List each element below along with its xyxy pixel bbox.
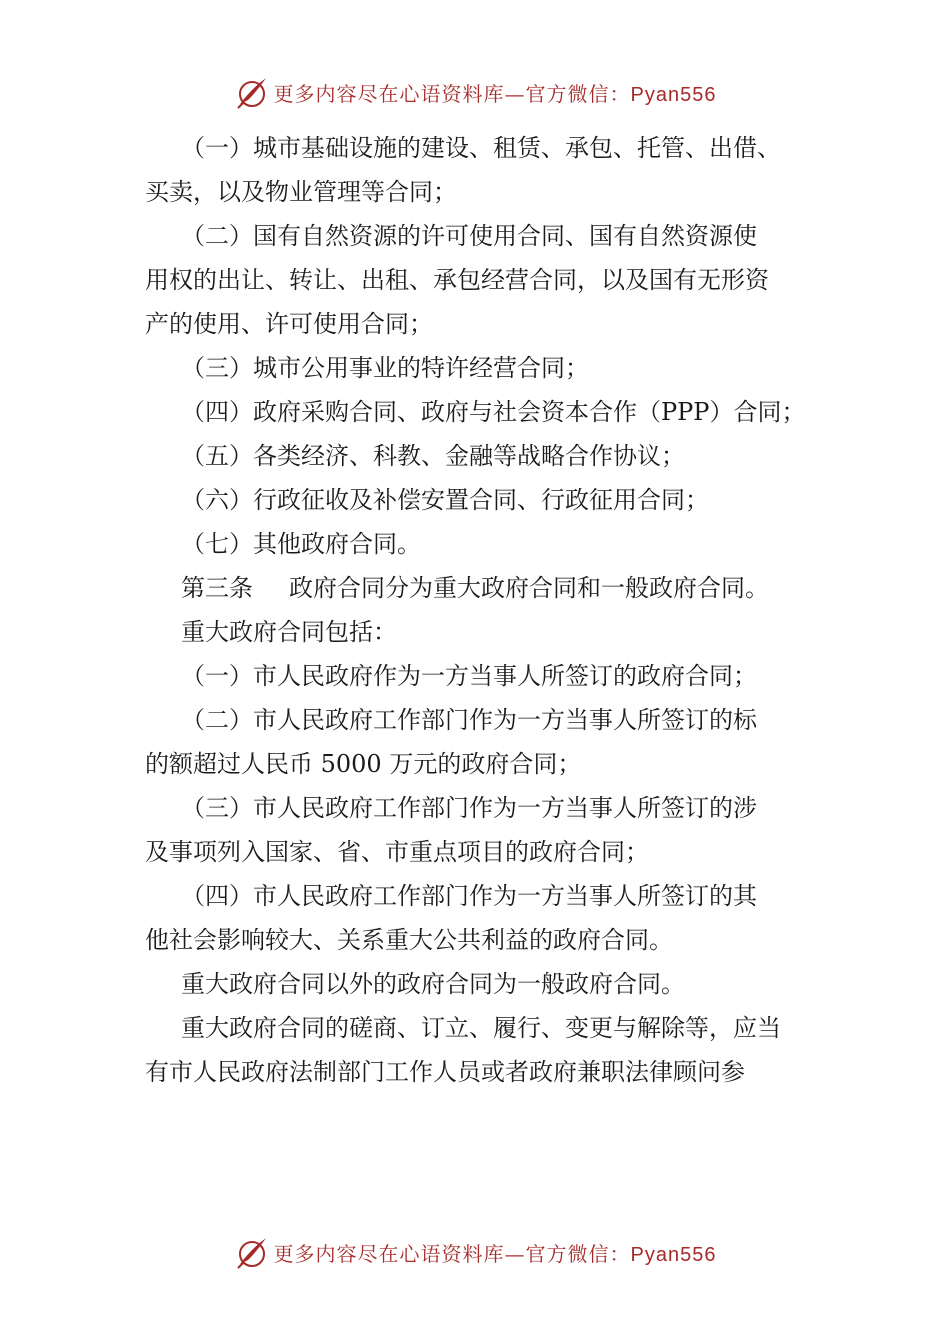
text-line: 重大政府合同包括： bbox=[181, 618, 397, 646]
quill-logo-icon bbox=[234, 74, 270, 110]
text-line: （二）市人民政府工作部门作为一方当事人所签订的标 bbox=[181, 706, 757, 734]
document-body bbox=[145, 126, 825, 1094]
watermark-text: 更多内容尽在心语资料库—官方微信：Pyan556 bbox=[273, 81, 717, 106]
text-line: （四）市人民政府工作部门作为一方当事人所签订的其 bbox=[181, 882, 757, 910]
text-line: 买卖，以及物业管理等合同； bbox=[145, 178, 457, 206]
text-line: 的额超过人民币 5000 万元的政府合同； bbox=[145, 750, 582, 778]
text-line: 有市人民政府法制部门工作人员或者政府兼职法律顾问参 bbox=[145, 1058, 745, 1086]
text-line: （四）政府采购合同、政府与社会资本合作（PPP）合同； bbox=[181, 398, 806, 426]
text-line: 用权的出让、转让、出租、承包经营合同，以及国有无形资 bbox=[145, 266, 769, 294]
text-line: （六）行政征收及补偿安置合同、行政征用合同； bbox=[181, 486, 709, 514]
text-line: （五）各类经济、科教、金融等战略合作协议； bbox=[181, 442, 685, 470]
text-line: 重大政府合同的磋商、订立、履行、变更与解除等，应当 bbox=[181, 1014, 781, 1042]
text-line: （三）市人民政府工作部门作为一方当事人所签订的涉 bbox=[181, 794, 757, 822]
text-line: （一）市人民政府作为一方当事人所签订的政府合同； bbox=[181, 662, 757, 690]
quill-logo-icon bbox=[234, 1234, 270, 1270]
text-line: （三）城市公用事业的特许经营合同； bbox=[181, 354, 589, 382]
text-line: （七）其他政府合同。 bbox=[181, 530, 421, 558]
text-line bbox=[145, 566, 825, 610]
text-line: （一）城市基础设施的建设、租赁、承包、托管、出借、 bbox=[181, 134, 781, 162]
article-text: 政府合同分为重大政府合同和一般政府合同。 bbox=[289, 574, 769, 602]
footer-watermark bbox=[0, 1232, 950, 1272]
text-line: 重大政府合同以外的政府合同为一般政府合同。 bbox=[181, 970, 685, 998]
article-label: 第三条 bbox=[181, 574, 253, 602]
wechat-id: Pyan556 bbox=[630, 83, 717, 106]
text-line: 及事项列入国家、省、市重点项目的政府合同； bbox=[145, 838, 649, 866]
text-line: 产的使用、许可使用合同； bbox=[145, 310, 433, 338]
text-line: 他社会影响较大、关系重大公共利益的政府合同。 bbox=[145, 926, 673, 954]
text-line: （二）国有自然资源的许可使用合同、国有自然资源使 bbox=[181, 222, 757, 250]
header-watermark bbox=[0, 72, 950, 112]
wechat-id: Pyan556 bbox=[630, 1243, 717, 1266]
watermark-text: 更多内容尽在心语资料库—官方微信：Pyan556 bbox=[273, 1241, 717, 1266]
